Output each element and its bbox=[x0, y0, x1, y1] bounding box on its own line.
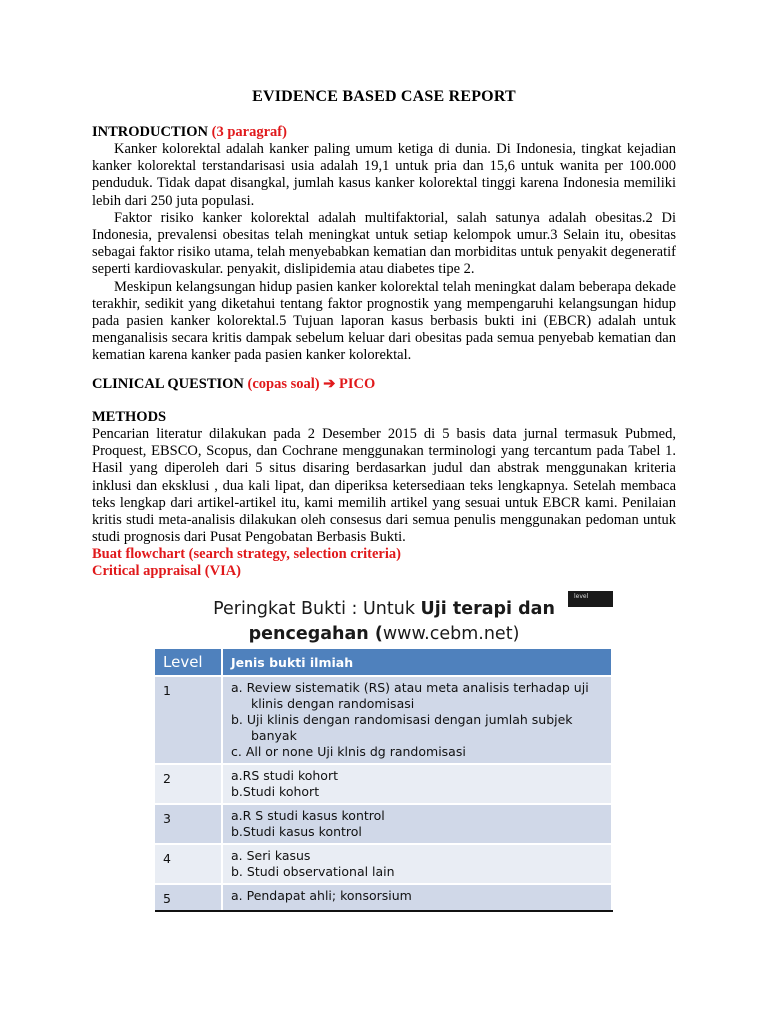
level-cell: 5 bbox=[155, 884, 222, 911]
evidence-type-cell bbox=[222, 884, 612, 911]
methods-paragraph: Pencarian literatur dilakukan pada 2 Desember 2015 di 5 basis data jurnal termasuk Pubmed, Proquest, EBSCO, Scopus, dan Cochrane menggunakan terminologi yang tercantum pada Tabel 1. Hasil yang diperoleh dari 5 situs disaring berdasarkan judul dan abstrak menggunakan kriteria inklusi dan eksklusi , dua kali lipat, dan diperiksa ketersediaan teks lengkapnya. Setelah membaca teks lengkap dari artikel-artikel itu, kami memilih artikel yang sesuai untuk EBCR kami. Penilaian kritis studi meta-analisis dilakukan oleh consesus dari semua penulis menggunakan pedoman untuk studi prognosis dari Pusat Pengobatan Berbasis Bukti. bbox=[92, 426, 676, 546]
clinical-question-heading bbox=[92, 376, 676, 393]
evidence-line: a.RS studi kohort bbox=[231, 768, 338, 783]
slide-title-line2-rest: www.cebm.net) bbox=[382, 624, 520, 644]
pico-label: PICO bbox=[339, 376, 376, 392]
column-header-level: Level bbox=[155, 649, 222, 676]
methods-section bbox=[92, 409, 676, 580]
level-cell: 3 bbox=[155, 804, 222, 844]
level-cell: 2 bbox=[155, 764, 222, 804]
introduction-heading-text: INTRODUCTION bbox=[92, 124, 209, 140]
evidence-line: c. All or none Uji klnis dg randomisasi bbox=[231, 744, 466, 759]
table-row bbox=[155, 804, 612, 844]
appraisal-note: Critical appraisal (VIA) bbox=[92, 563, 242, 580]
evidence-line: b. Studi observational lain bbox=[231, 864, 395, 879]
clinical-question-heading-text: CLINICAL QUESTION bbox=[92, 376, 244, 392]
clinical-question-section bbox=[92, 376, 676, 393]
evidence-line: banyak bbox=[251, 728, 297, 743]
table-header-row bbox=[155, 649, 612, 676]
introduction-section bbox=[92, 124, 676, 365]
evidence-line: a. Seri kasus bbox=[231, 848, 311, 863]
table-body bbox=[155, 676, 612, 911]
evidence-line: a. Review sistematik (RS) atau meta analisis terhadap uji bbox=[231, 680, 589, 695]
slide-title-line2-bold: pencegahan ( bbox=[248, 624, 383, 644]
evidence-line: b. Uji klinis dengan randomisasi dengan jumlah subjek bbox=[231, 712, 573, 727]
arrow-icon: ➔ bbox=[323, 376, 336, 392]
methods-heading: METHODS bbox=[92, 409, 167, 425]
evidence-level-table bbox=[155, 649, 613, 912]
evidence-level-slide bbox=[155, 591, 613, 918]
level-cell: 4 bbox=[155, 844, 222, 884]
table-row bbox=[155, 764, 612, 804]
evidence-line: b.Studi kasus kontrol bbox=[231, 824, 362, 839]
evidence-line: a.R S studi kasus kontrol bbox=[231, 808, 385, 823]
table-row bbox=[155, 676, 612, 764]
column-header-type: Jenis bukti ilmiah bbox=[222, 649, 612, 676]
document-title: EVIDENCE BASED CASE REPORT bbox=[252, 88, 516, 105]
flowchart-note: Buat flowchart (search strategy, selection criteria) bbox=[92, 546, 401, 563]
clinical-question-note: (copas soal) bbox=[247, 376, 320, 392]
intro-paragraph-3: Meskipun kelangsungan hidup pasien kanker kolorektal telah meningkat dalam beberapa dekade terakhir, sedikit yang diketahui tentang faktor prognostik yang mempengaruhi kelangsungan hidup pada pasien kanker kolorektal.5 Tujuan laporan kasus berbasis bukti ini (EBCR) adalah untuk menganalisis secara kritis dampak sebelum keluar dari obesitas pada semua penyebab kematian dan kematian karena kanker pada pasien kanker kolorektal. bbox=[92, 278, 676, 364]
intro-paragraph-1: Kanker kolorektal adalah kanker paling umum ketiga di dunia. Di Indonesia, tingkat kejadian kanker kolorektal terstandarisasi usia adalah 19,1 untuk pria dan 15,6 untuk wanita per 100.000 penduduk. Tidak dapat disangkal, jumlah kasus kanker kolorektal tinggi karena Indonesia memiliki lebih dari 250 juta populasi. bbox=[92, 141, 676, 209]
evidence-type-cell bbox=[222, 844, 612, 884]
evidence-line: a. Pendapat ahli; konsorsium bbox=[231, 888, 412, 903]
intro-paragraph-2: Faktor risiko kanker kolorektal adalah multifaktorial, salah satunya adalah obesitas.2 Di Indonesia, prevalensi obesitas telah meningkat untuk setiap kelompok umur.3 Selain itu, obesitas sebagai faktor risiko utama, telah menyebabkan kematian dan morbiditas untuk penyakit degeneratif seperti kardiovaskular. penyakit, dislipidemia atau diabetes tipe 2. bbox=[92, 209, 676, 278]
table-row bbox=[155, 884, 612, 911]
table-row bbox=[155, 844, 612, 884]
evidence-type-cell bbox=[222, 804, 612, 844]
introduction-heading bbox=[92, 124, 676, 141]
level-badge: level bbox=[568, 591, 613, 607]
evidence-type-cell bbox=[222, 764, 612, 804]
slide-title bbox=[155, 597, 613, 647]
level-cell: 1 bbox=[155, 676, 222, 764]
evidence-line: b.Studi kohort bbox=[231, 784, 320, 799]
evidence-line: klinis dengan randomisasi bbox=[251, 696, 415, 711]
slide-title-bold: Uji terapi dan bbox=[420, 599, 555, 619]
slide-title-prefix: Peringkat Bukti : Untuk bbox=[213, 599, 421, 619]
evidence-type-cell bbox=[222, 676, 612, 764]
introduction-note: (3 paragraf) bbox=[211, 124, 287, 140]
